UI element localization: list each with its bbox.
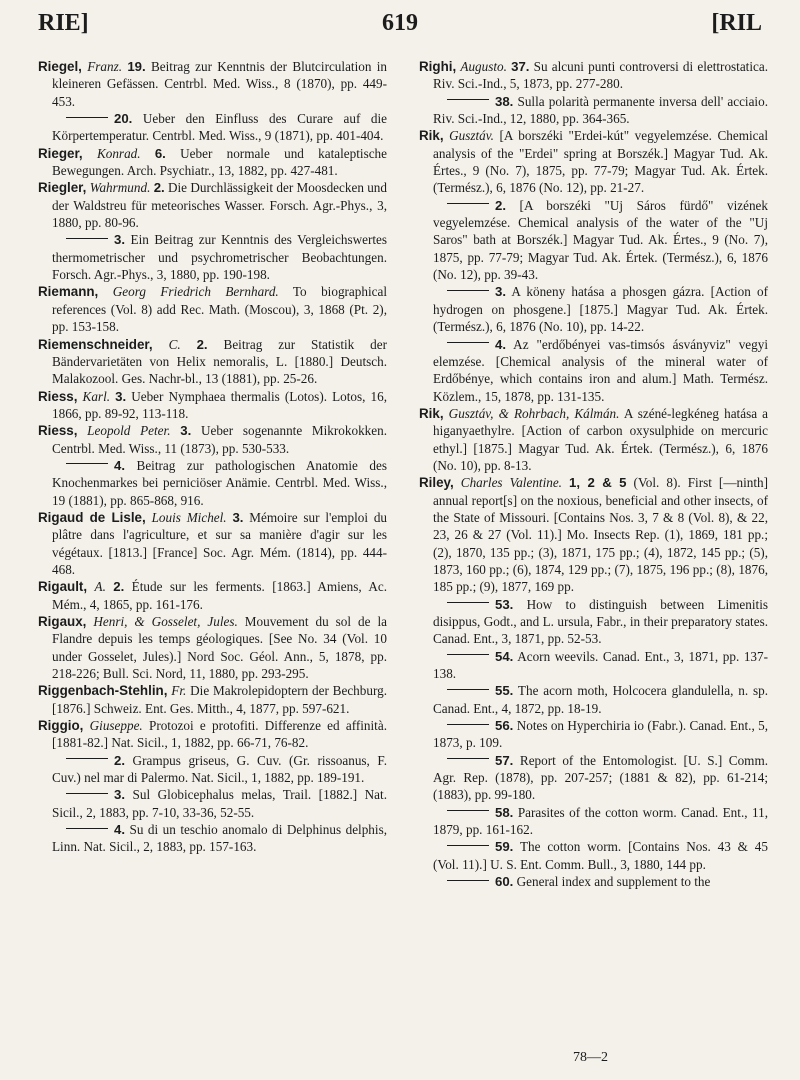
author-given-name: Fr. <box>171 683 187 699</box>
author-surname: Riggenbach-Stehlin, <box>38 683 168 699</box>
entry-number: 4. <box>114 457 125 473</box>
entry-number: 1, 2 & 5 <box>569 475 627 491</box>
author-given-name: Gusztáv. <box>449 128 494 144</box>
author-entry <box>419 405 768 474</box>
author-given-name: Giuseppe. <box>89 718 143 734</box>
sub-entry <box>419 197 768 284</box>
author-given-name: Gusztáv, & Rohrbach, Kálmán. <box>448 405 620 421</box>
ditto-dash <box>447 203 489 204</box>
entry-text: How to distinguish between Limenitis disippus, Godt., and L. ursula, Fabr., in their preparatory states. Canad. Ent., 3, 1871, pp. 52-53. <box>433 596 768 647</box>
author-entry <box>419 127 768 196</box>
sub-entry <box>38 457 387 509</box>
entry-text: Su di un teschio anomalo di Delphinus delphis, Linn. Nat. Sicil., 2, 1883, pp. 157-163. <box>52 822 387 855</box>
sub-entry <box>38 110 387 145</box>
sub-entry <box>419 682 768 717</box>
sub-entry <box>38 821 387 856</box>
author-surname: Riegler, <box>38 180 87 196</box>
ditto-dash <box>66 463 108 464</box>
entry-text: Mouvement du sol de la Flandre depuis les temps géologiques. [See No. 34 (Vol. 10 under Gosselet, Jules).] Nord Soc. Géol. Ann., 5, 1878, pp. 218-226; Bull. Sci. Nord, 11, 1880, pp. 293-295. <box>52 614 388 682</box>
author-entry <box>38 336 387 388</box>
sub-entry <box>419 873 768 890</box>
entry-text: Beitrag zur pathologischen Anatomie des Knochenmarkes bei perniciöser Anämie. Centrbl. Med. Wiss., 19 (1881), pp. 865-868, 916. <box>52 457 387 508</box>
author-surname: Rik, <box>419 128 444 144</box>
author-given-name: Louis Michel. <box>151 509 227 525</box>
author-surname: Riggio, <box>38 718 84 734</box>
sub-entry <box>419 752 768 804</box>
sub-entry <box>419 596 768 648</box>
entry-text: Ueber sogenannte Mikrokokken. Centrbl. Med. Wiss., 11 (1873), pp. 530-533. <box>52 423 388 456</box>
entry-text: Acorn weevils. Canad. Ent., 3, 1871, pp. 137-138. <box>433 648 768 682</box>
entry-text: Ueber den Einfluss des Curare auf die Körpertemperatur. Centrbl. Med. Wiss., 9 (1871), pp. 401-404. <box>52 111 387 144</box>
ditto-dash <box>66 793 108 794</box>
entry-number: 3. <box>114 232 125 248</box>
author-entry <box>38 145 387 180</box>
ditto-dash <box>447 99 489 100</box>
entry-text: Ein Beitrag zur Kenntnis des Vergleichswertes thermometrischer und psychrometrischer Beobachtungen. Forsch. Agr.-Phys., 3, 1880, pp. 190-198. <box>52 232 387 283</box>
entry-number: 3. <box>180 423 192 439</box>
author-given-name: A. <box>94 579 106 595</box>
entry-number: 2. <box>114 752 125 768</box>
author-surname: Rieger, <box>38 145 83 161</box>
sub-entry <box>419 717 768 752</box>
entry-text: The acorn moth, Holcocera glandulella, n. sp. Canad. Ent., 4, 1872, pp. 18-19. <box>433 683 768 716</box>
author-given-name: C. <box>168 336 181 352</box>
ditto-dash <box>66 238 108 239</box>
sub-entry <box>38 786 387 821</box>
entry-number: 2. <box>196 336 208 352</box>
entry-number: 59. <box>495 839 514 855</box>
author-entry <box>38 179 387 231</box>
signature-mark: 78—2 <box>573 1050 608 1065</box>
entry-text: [A borszéki "Uj Sáros fürdő" vizének vegyelemzése. Chemical analysis of the water of the "Uj Saros" bath at Borszék.] Magyar Tud. Ak. Értes., 9 (No. 7), 1875, pp. 77-79; Magyar Tud. Ak. Értek. (Termész.), 6, 1876 (No. 12), pp. 39-43. <box>433 197 768 283</box>
entry-number: 4. <box>114 822 125 838</box>
entry-text: Mémoire sur l'emploi du plâtre dans l'agriculture, et sur sa manière d'agir sur les végétaux. [1813.] [France] Soc. Agr. Mém. (1814), pp. 444-468. <box>52 509 388 577</box>
entry-number: 54. <box>495 648 514 664</box>
entry-text: Ueber normale und kataleptische Bewegungen. Arch. Psychiatr., 13, 1882, pp. 427-481. <box>52 145 387 179</box>
author-given-name: Wahrmund. <box>89 180 151 196</box>
ditto-dash <box>66 758 108 759</box>
ditto-dash <box>447 810 489 811</box>
entry-number: 3. <box>232 509 244 525</box>
header-left-guide: RIE] <box>38 10 89 36</box>
ditto-dash <box>447 290 489 291</box>
ditto-dash <box>66 828 108 829</box>
entry-number: 55. <box>495 683 514 699</box>
sub-entry <box>419 838 768 873</box>
entry-number: 4. <box>495 336 506 352</box>
author-entry <box>38 717 387 752</box>
entry-number: 6. <box>154 145 166 161</box>
author-entry <box>419 58 768 93</box>
ditto-dash <box>447 342 489 343</box>
author-surname: Riley, <box>419 475 454 491</box>
entry-text: [A borszéki "Erdei-kút" vegyelemzése. Chemical analysis of the "Erdei" spring at Borszék.] Magyar Tud. Ak. Értes., 9 (No. 7), 1875, pp. 77-79; Magyar Tud. Ak. Értek. (Termész.), 6, 1876 (No. 12), pp. 21-27. <box>433 128 769 196</box>
left-column <box>38 58 387 856</box>
entry-text: Die Durchlässigkeit der Moosdecken und der Waldstreu für meteorisches Wasser. Forsch. Agr.-Phys., 3, 1880, pp. 80-96. <box>52 180 387 231</box>
ditto-dash <box>66 117 108 118</box>
author-entry <box>38 283 387 335</box>
author-surname: Rigaux, <box>38 614 87 629</box>
author-surname: Rik, <box>419 405 444 421</box>
author-given-name: Augusto. <box>460 59 507 74</box>
entry-text: A széné-legkéneg hatása a higanyaethylre. [Action of carbon oxysulphide on mercuric ethyl.] [1875.] Magyar Tud. Ak. Értek. (Termész.), 6, 1876 (No. 10), pp. 8-13. <box>433 405 769 473</box>
entry-number: 3. <box>115 388 127 404</box>
author-given-name: Henri, & Gosselet, Jules. <box>93 614 238 629</box>
ditto-dash <box>447 845 489 846</box>
sub-entry <box>38 752 387 787</box>
author-surname: Rigault, <box>38 579 88 595</box>
entry-text: Grampus griseus, G. Cuv. (Gr. rissoanus, F. Cuv.) nel mar di Palermo. Nat. Sicil., 1, 1882, pp. 189-191. <box>52 752 387 786</box>
entry-text: (Vol. 8). First [—ninth] annual report[s] on the noxious, beneficial and other insects, of the State of Missouri. [Contains Nos. 3, 7 & 8 (Vol. 8), & 22, 23, 26 & 27 (Vol. 11).] Mo. Insects Rep. (1), 1869, 181 pp.; (2), 1870, 135 pp.; (3), 1871, 175 pp.; (4), 1872, 145 pp.; (5), 1873, 160 pp.; (6), 1874, 129 pp.; (7), 1875, 196 pp.; (8), 1876, 185 pp.; (9), 1877, 169 pp. <box>433 475 769 595</box>
ditto-dash <box>447 689 489 690</box>
sub-entry <box>419 648 768 683</box>
entry-number: 2. <box>113 579 125 595</box>
page-number: 619 <box>382 10 418 36</box>
entry-text: General index and supplement to the <box>513 874 711 890</box>
entry-number: 20. <box>114 111 133 127</box>
ditto-dash <box>447 654 489 655</box>
entry-text: Su alcuni punti controversi di elettrostatica. Riv. Sci.-Ind., 5, 1873, pp. 277-280. <box>433 59 769 92</box>
author-surname: Riemenschneider, <box>38 336 153 352</box>
sub-entry <box>419 804 768 839</box>
author-given-name: Georg Friedrich Bernhard. <box>112 284 279 300</box>
author-entry <box>38 682 387 717</box>
author-entry <box>419 474 768 595</box>
running-head <box>38 0 762 56</box>
entry-text: Sul Globicephalus melas, Trail. [1882.] Nat. Sicil., 2, 1883, pp. 7-10, 33-36, 52-55. <box>52 787 387 820</box>
sub-entry <box>419 93 768 128</box>
entry-number: 57. <box>495 752 514 768</box>
author-surname: Rigaud de Lisle, <box>38 509 146 525</box>
author-surname: Righi, <box>419 59 457 74</box>
ditto-dash <box>447 724 489 725</box>
entry-number: 3. <box>114 787 125 803</box>
entry-text: Protozoi e protofiti. Differenze ed affinità. [1881-82.] Nat. Sicil., 1, 1882, pp. 66-71, 76-82. <box>52 718 387 751</box>
entry-number: 53. <box>495 596 514 612</box>
entry-text: Report of the Entomologist. [U. S.] Comm. Agr. Rep. (1878), pp. 207-257; (1881 & 82), pp. 61-214; (1883), pp. 99-180. <box>433 752 768 803</box>
author-surname: Riemann, <box>38 284 99 300</box>
right-column <box>419 58 768 891</box>
entry-number: 58. <box>495 804 514 820</box>
ditto-dash <box>447 758 489 759</box>
entry-text: Sulla polarità permanente inversa dell' acciaio. Riv. Sci.-Ind., 12, 1880, pp. 364-365. <box>433 93 768 127</box>
entry-text: Beitrag zur Kenntnis der Blutcirculation in kleineren Gefässen. Centrbl. Med. Wiss., 8 (1870), pp. 449-453. <box>52 59 388 109</box>
entry-number: 19. <box>127 59 146 74</box>
author-entry <box>38 509 387 578</box>
entry-number: 2. <box>495 197 506 213</box>
entry-text: Az "erdőbényei vas-timsós ásványviz" vegyi elemzése. [Chemical analysis of the mineral water of Erdőbénye, which contains iron and alum.] Math. Termész. Közlem., 15, 1878, pp. 131-135. <box>433 336 768 404</box>
ditto-dash <box>447 602 489 603</box>
entry-text: Parasites of the cotton worm. Canad. Ent., 11, 1879, pp. 161-162. <box>433 804 768 838</box>
author-given-name: Karl. <box>82 388 111 404</box>
author-entry <box>38 578 387 613</box>
author-surname: Riess, <box>38 423 78 439</box>
entry-number: 3. <box>495 284 506 300</box>
author-entry <box>38 58 387 110</box>
entry-text: To biographical references (Vol. 8) add Rec. Math. (Moscou), 3, 1868 (Pt. 2), pp. 153-158. <box>52 284 388 335</box>
entry-text: Étude sur les ferments. [1863.] Amiens, Ac. Mém., 4, 1865, pp. 161-176. <box>52 579 388 612</box>
sub-entry <box>38 231 387 283</box>
header-right-guide: [RIL <box>711 10 762 36</box>
entry-number: 2. <box>153 180 165 196</box>
entry-text: Notes on Hyperchiria io (Fabr.). Canad. Ent., 5, 1873, p. 109. <box>433 718 768 751</box>
entry-text: Beitrag zur Statistik der Bändervarietäten von Helix nemoralis, L. [1880.] Deutsch. Malakozool. Ges. Nachr-bl., 13 (1881), pp. 25-26. <box>52 336 388 387</box>
author-given-name: Konrad. <box>96 145 141 161</box>
author-surname: Riess, <box>38 388 78 404</box>
ditto-dash <box>447 880 489 881</box>
author-given-name: Leopold Peter. <box>87 423 171 439</box>
author-surname: Riegel, <box>38 59 82 74</box>
author-given-name: Charles Valentine. <box>460 475 562 491</box>
author-entry <box>38 613 387 682</box>
sub-entry <box>419 336 768 405</box>
entry-text: A köneny hatása a phosgen gázra. [Action of hydrogen on phosgene.] [1875.] Magyar Tud. Ak. Értek. (Termész.), 6, 1876 (No. 10), pp. 14-22. <box>433 284 768 335</box>
entry-number: 56. <box>495 718 514 734</box>
author-entry <box>38 422 387 457</box>
entry-text: Ueber Nymphaea thermalis (Lotos). Lotos, 16, 1866, pp. 89-92, 113-118. <box>52 388 388 421</box>
entry-text: The cotton worm. [Contains Nos. 43 & 45 (Vol. 11).] U. S. Ent. Comm. Bull., 3, 1880, 144 pp. <box>433 839 768 872</box>
sub-entry <box>419 283 768 335</box>
entry-number: 37. <box>511 59 530 74</box>
author-given-name: Franz. <box>87 59 123 74</box>
author-entry <box>38 388 387 423</box>
entry-text: Die Makrolepidoptern der Bechburg. [1876.] Schweiz. Ent. Ges. Mitth., 4, 1877, pp. 597-621. <box>52 683 388 716</box>
entry-number: 38. <box>495 93 514 109</box>
entry-number: 60. <box>495 874 514 890</box>
